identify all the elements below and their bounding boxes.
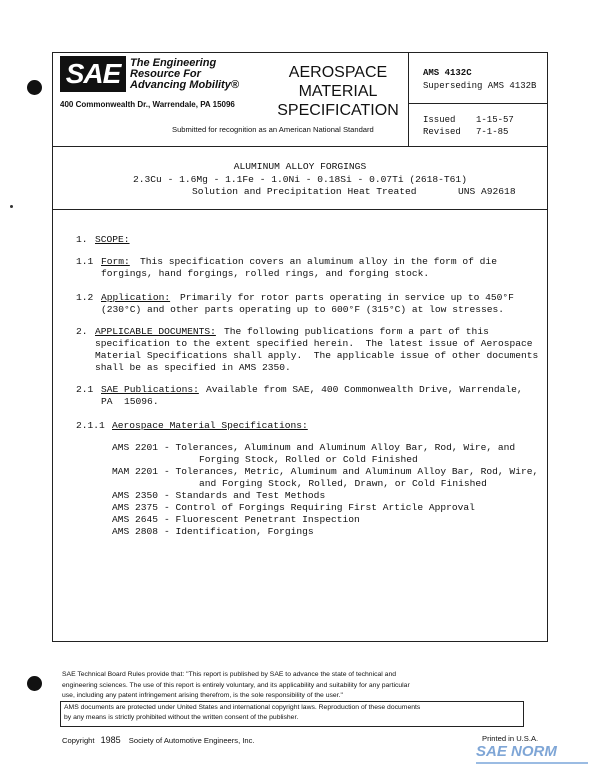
punch-hole-bottom bbox=[27, 676, 42, 691]
reference-title: - Tolerances, Aluminum and Aluminum Alloy Bar, Rod, Wire, and bbox=[164, 442, 516, 453]
doc-title-line2: 2.3Cu - 1.6Mg - 1.1Fe - 1.0Ni - 0.18Si - 0.07Ti (2618-T61) bbox=[133, 174, 467, 185]
doc-title-line3: Solution and Precipitation Heat Treated bbox=[192, 186, 417, 197]
reference-code: AMS 2201 bbox=[112, 442, 159, 453]
rules-line: SAE Technical Board Rules provide that: "This report is published by SAE to advance the state of technical and bbox=[62, 671, 397, 678]
header-right-divider bbox=[408, 52, 409, 147]
tagline-line: Advancing Mobility® bbox=[130, 79, 239, 91]
section-heading: Application: bbox=[101, 292, 171, 303]
punch-hole-top bbox=[27, 80, 42, 95]
revised-label: Revised bbox=[423, 127, 461, 137]
copyright-notice-box bbox=[60, 701, 524, 727]
section-number: 2. bbox=[76, 326, 88, 337]
reference-title: - Control of Forgings Requiring First Article Approval bbox=[164, 502, 475, 513]
section-number: 1.1 bbox=[76, 256, 94, 267]
revised-date: 7-1-85 bbox=[476, 127, 509, 137]
paragraph-line: Primarily for rotor parts operating in service up to 450°F bbox=[180, 292, 514, 303]
issued-label: Issued bbox=[423, 115, 456, 125]
copyright-word: Copyright bbox=[62, 736, 95, 745]
printed-in: Printed in U.S.A. bbox=[482, 734, 539, 743]
section-number: 2.1.1 bbox=[76, 420, 105, 431]
reference-code: AMS 2375 bbox=[112, 502, 159, 513]
section-heading: APPLICABLE DOCUMENTS: bbox=[95, 326, 216, 337]
technical-board-rules bbox=[62, 670, 542, 702]
reference-code: AMS 2350 bbox=[112, 490, 159, 501]
reference-code: AMS 2645 bbox=[112, 514, 159, 525]
paragraph-line: shall be as specified in AMS 2350. bbox=[95, 362, 291, 373]
stray-mark bbox=[10, 205, 13, 208]
reference-title: - Standards and Test Methods bbox=[164, 490, 326, 501]
section-number: 2.1 bbox=[76, 384, 94, 395]
title-divider bbox=[52, 209, 548, 210]
society-name: Society of Automotive Engineers, Inc. bbox=[128, 736, 255, 745]
section-number: 1. bbox=[76, 234, 88, 245]
tagline-line: The Engineering bbox=[130, 57, 217, 69]
issued-date: 1-15-57 bbox=[476, 115, 514, 125]
sae-logo bbox=[60, 56, 126, 92]
copyright-notice-line: by any means is strictly prohibited without the written consent of the publisher. bbox=[64, 714, 299, 721]
reference-title: - Tolerances, Metric, Aluminum and Aluminum Alloy Bar, Rod, Wire, bbox=[164, 466, 539, 477]
reference-code: AMS 2808 bbox=[112, 526, 159, 537]
paragraph-line: specification to the extent specified herein. The latest issue of Aerospace bbox=[95, 338, 533, 349]
supersedes: Superseding AMS 4132B bbox=[423, 81, 537, 91]
watermark-rule bbox=[476, 762, 588, 764]
tagline bbox=[130, 58, 239, 91]
reference-title: - Fluorescent Penetrant Inspection bbox=[164, 514, 360, 525]
copyright-year: 1985 bbox=[100, 735, 121, 745]
rules-line: use, including any patent infringement arising therefrom, is the sole responsibility of the user." bbox=[62, 692, 343, 699]
paragraph-line: Available from SAE, 400 Commonwealth Drive, Warrendale, bbox=[206, 384, 523, 395]
number-box-divider bbox=[408, 103, 548, 104]
paragraph-line: The following publications form a part of this bbox=[224, 326, 489, 337]
header-divider bbox=[52, 146, 548, 147]
sae-logo-text: SAE bbox=[65, 58, 121, 89]
title-line: AEROSPACE bbox=[288, 64, 388, 81]
section-heading: Form: bbox=[101, 256, 130, 267]
paragraph-line: (230°C) and other parts operating up to 600°F (315°C) at low stresses. bbox=[101, 304, 505, 315]
paragraph-line: PA 15096. bbox=[101, 396, 159, 407]
section-heading: SCOPE: bbox=[95, 234, 130, 245]
reference-title: - Identification, Forgings bbox=[164, 526, 314, 537]
spec-type-title bbox=[268, 63, 408, 120]
title-line: MATERIAL bbox=[298, 83, 378, 100]
address: 400 Commonwealth Dr., Warrendale, PA 15096 bbox=[60, 100, 235, 109]
section-heading: Aerospace Material Specifications: bbox=[112, 420, 308, 431]
doc-title-line1: ALUMINUM ALLOY FORGINGS bbox=[233, 161, 367, 172]
reference-title-cont: and Forging Stock, Rolled, Drawn, or Cold Finished bbox=[199, 478, 487, 489]
paragraph-line: This specification covers an aluminum alloy in the form of die bbox=[140, 256, 497, 267]
copyright-notice-line: AMS documents are protected under United States and international copyright laws. Reproduction of these documents bbox=[64, 704, 421, 711]
reference-title-cont: Forging Stock, Rolled or Cold Finished bbox=[199, 454, 418, 465]
section-number: 1.2 bbox=[76, 292, 94, 303]
copyright-line bbox=[62, 735, 255, 745]
section-heading: SAE Publications: bbox=[101, 384, 199, 395]
paragraph-line: Material Specifications shall apply. The applicable issue of other documents bbox=[95, 350, 539, 361]
uns-number: UNS A92618 bbox=[458, 186, 516, 197]
title-line: SPECIFICATION bbox=[277, 102, 399, 119]
paragraph-line: forgings, hand forgings, rolled rings, and forging stock. bbox=[101, 268, 430, 279]
recognition-note: Submitted for recognition as an American National Standard bbox=[172, 125, 374, 134]
sae-norm-watermark bbox=[476, 743, 596, 767]
rules-line: engineering sciences. The use of this report is entirely voluntary, and its applicability and suitability for any particular bbox=[62, 681, 410, 689]
reference-code: MAM 2201 bbox=[112, 466, 159, 477]
tagline-line: Resource For bbox=[130, 68, 201, 80]
watermark-text: SAE NORM bbox=[476, 743, 557, 760]
spec-number: AMS 4132C bbox=[423, 68, 472, 78]
